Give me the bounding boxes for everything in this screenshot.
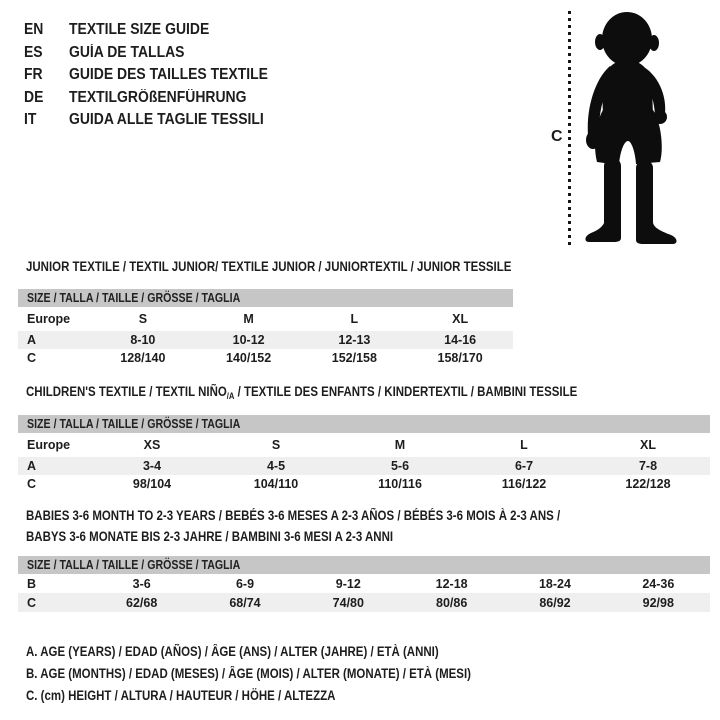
table-cell: 3-6 [132,576,151,591]
section-title-line1: BABIES 3-6 MONTH TO 2-3 YEARS / BEBÉS 3-6 MESES A 2-3 AÑOS / BÉBÉS 3-6 MOIS À 2-3 ANS / [26,508,561,523]
legend-line-a [26,640,549,662]
table-row [18,433,710,457]
title-prefix: CHILDREN'S TEXTILE / TEXTIL NIÑO [26,384,227,399]
row-label: C [27,351,37,365]
table-cell: 6-9 [235,576,255,591]
row-label: B [27,576,37,591]
table-cell: 92/98 [642,595,674,610]
table-cell: 10-12 [232,333,265,347]
language-label: TEXTILGRÖßENFÜHRUNG [69,88,247,106]
table-cell: XS [143,438,161,452]
language-row [24,19,290,42]
language-list [24,19,290,132]
row-label: A [27,459,37,473]
section-title-babies [26,506,654,547]
section-title-line2: BABYS 3-6 MONATE BIS 2-3 JAHRE / BAMBINI 3-6 MESI A 2-3 ANNI [26,528,394,544]
table-cell: 140/152 [226,351,272,365]
table-cell: 12-18 [435,576,468,591]
table-row [18,349,513,367]
table-row [18,593,710,612]
table-cell: 18-24 [538,576,571,591]
table-row [18,307,513,331]
legend-text: A. AGE (YEARS) / EDAD (AÑOS) / ÂGE (ANS) / ALTER (JAHRE) / ETÀ (ANNI) [26,643,439,659]
table-header-band [18,556,710,574]
row-label: C [27,595,37,610]
language-row [24,109,290,132]
table-cell: 86/92 [539,595,571,610]
table-cell: 62/68 [126,595,158,610]
title-subscript: /A [226,391,235,401]
row-label: Europe [27,312,71,326]
toddler-silhouette-icon [578,8,685,248]
title-suffix: / TEXTILE DES ENFANTS / KINDERTEXTIL / BAMBINI TESSILE [234,384,578,399]
table-header-text: SIZE / TALLA / TAILLE / GRÖSSE / TAGLIA [27,417,241,431]
table-cell: XL [640,438,656,452]
table-cell: 122/128 [625,477,671,491]
table-row [18,574,710,593]
row-label: A [27,333,37,347]
table-cell: XL [452,312,469,326]
table-row [18,457,710,475]
size-table-children [18,415,710,493]
table-cell: 24-36 [642,576,675,591]
legend-line-c [26,684,549,706]
table-row [18,475,710,493]
language-label: GUIDA ALLE TAGLIE TESSILI [69,111,264,129]
language-row [24,87,290,110]
table-cell: 128/140 [120,351,166,365]
height-dimension-label: C [551,128,563,145]
table-header-text: SIZE / TALLA / TAILLE / GRÖSSE / TAGLIA [27,558,241,572]
table-rows [18,574,710,612]
language-label: GUÍA DE TALLAS [69,43,185,61]
table-cell: S [138,312,148,326]
language-row [24,42,290,65]
legend-text: B. AGE (MONTHS) / EDAD (MESES) / ÂGE (MOIS) / ALTER (MONATE) / ETÀ (MESI) [26,665,471,681]
table-cell: 68/74 [229,595,261,610]
table-cell: 5-6 [390,459,410,473]
language-code: IT [24,111,37,129]
row-label: Europe [27,438,71,452]
language-label: TEXTILE SIZE GUIDE [69,21,210,39]
height-dimension-dotted-line [568,11,571,249]
table-cell: 8-10 [130,333,156,347]
table-cell: 14-16 [444,333,477,347]
table-cell: L [520,438,528,452]
legend-line-b [26,662,549,684]
table-cell: 7-8 [638,459,658,473]
table-header-band [18,289,513,307]
legend [26,640,549,706]
table-cell: 12-13 [338,333,371,347]
language-label: GUIDE DES TAILLES TEXTILE [69,66,268,84]
table-cell: 4-5 [266,459,286,473]
table-cell: 98/104 [132,477,172,491]
table-rows [18,433,710,493]
table-rows [18,307,513,367]
language-code: EN [24,21,44,39]
section-title-children [26,382,675,407]
language-code: DE [24,88,44,106]
size-table-babies [18,556,710,612]
table-cell: M [394,438,406,452]
table-cell: S [271,438,281,452]
size-table-junior [18,289,513,367]
table-header-band [18,415,710,433]
language-code: ES [24,43,43,61]
language-code: FR [24,66,43,84]
table-cell: 9-12 [335,576,361,591]
table-cell: L [350,312,359,326]
table-cell: 104/110 [253,477,299,491]
row-label: C [27,477,37,491]
legend-text: C. (cm) HEIGHT / ALTURA / HAUTEUR / HÖHE / ALTEZZA [26,687,336,703]
table-cell: 158/170 [437,351,483,365]
section-title-text: JUNIOR TEXTILE / TEXTIL JUNIOR/ TEXTILE JUNIOR / JUNIORTEXTIL / JUNIOR TESSILE [26,259,512,274]
table-cell: 74/80 [332,595,364,610]
table-cell: 3-4 [142,459,162,473]
table-cell: M [243,312,254,326]
table-header-text: SIZE / TALLA / TAILLE / GRÖSSE / TAGLIA [27,291,241,305]
table-cell: 152/158 [331,351,377,365]
language-row [24,64,290,87]
table-cell: 110/116 [378,477,422,491]
table-cell: 116/122 [501,477,547,491]
section-title-junior [26,257,597,278]
table-cell: 80/86 [436,595,468,610]
section-title-text [26,382,577,407]
table-row [18,331,513,349]
table-cell: 6-7 [514,459,534,473]
